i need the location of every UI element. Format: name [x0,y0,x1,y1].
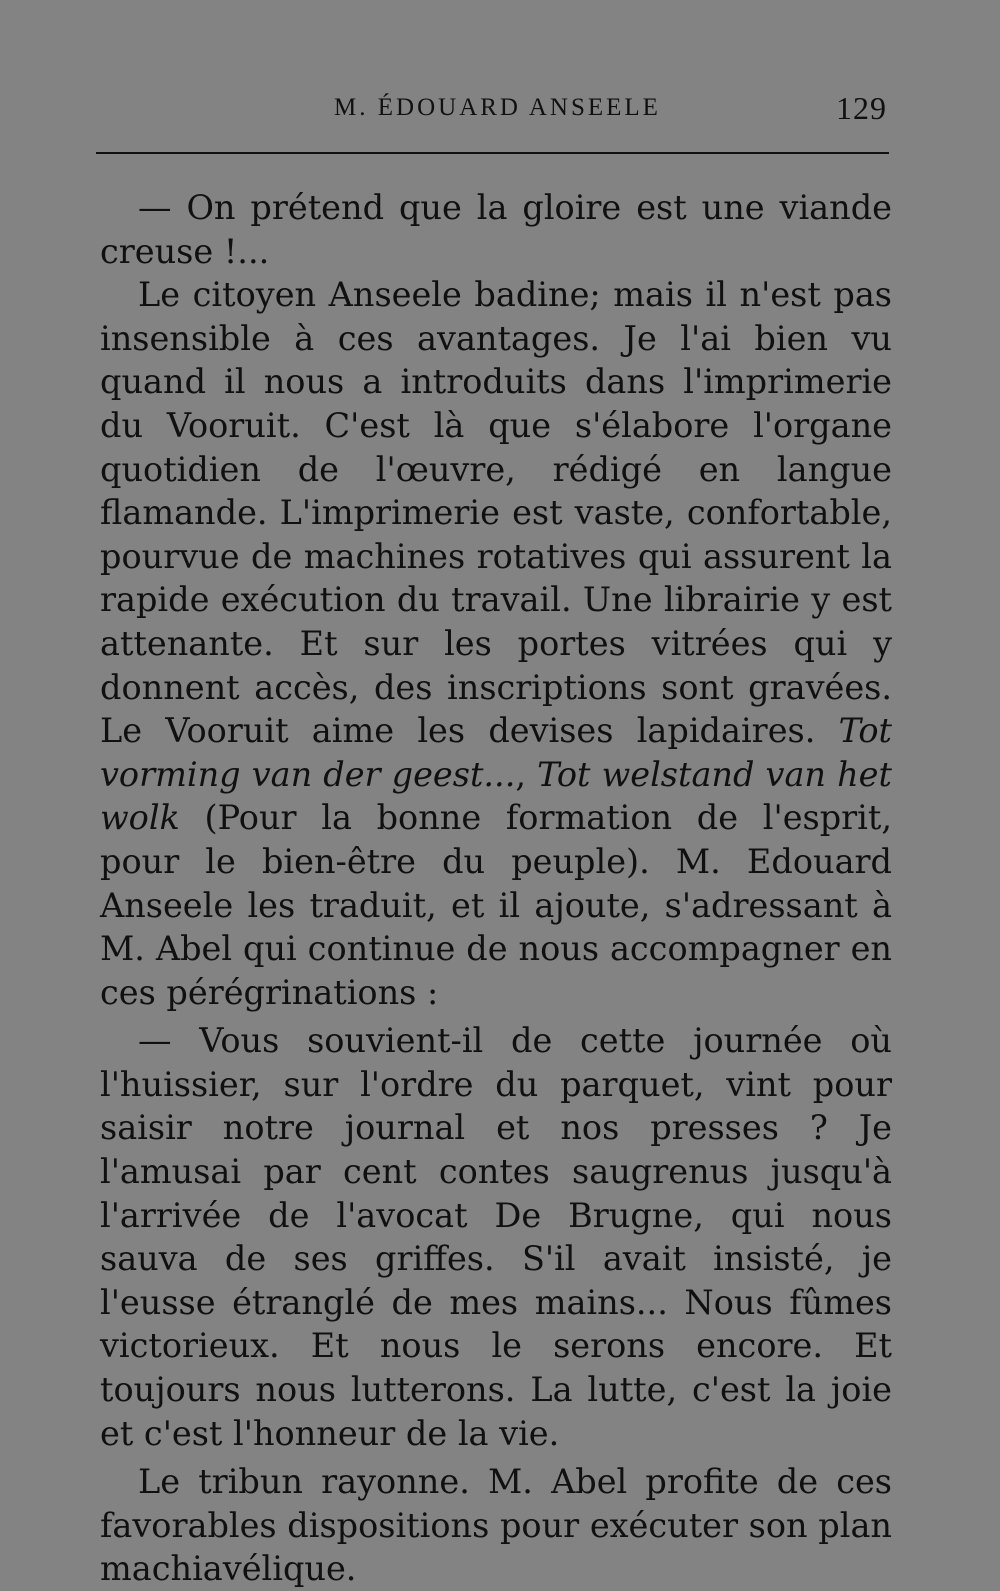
motto-italic-2: Tot welstand van het wolk [100,754,892,838]
page-number: 129 [836,90,887,126]
motto-italic-1: Tot vorming van der geest... [100,711,892,794]
paragraph-dialogue-1: — On prétend que la gloire est une viande creuse !... [100,188,892,271]
body-text [100,186,892,1591]
running-head [100,88,895,136]
paragraph-narration-2: Le tribun rayonne. M. Abel profite de ces favorables dispositions pour exécuter son plan machiavélique. [100,1462,892,1589]
paragraph-dialogue-2: — Vous souvient-il de cette journée où l'huissier, sur l'ordre du parquet, vint pour saisir notre journal et nos presses ? Je l'amusai par cent contes saugrenus jusqu'à l'arrivée de l'avocat De Brugne, qui nous sauva de ses griffes. S'il avait insisté, je l'eusse étranglé de mes mains... Nous fûmes victorieux. Et nous le serons encore. Et toujours nous lutterons. La lutte, c'est la joie et c'est l'honneur de la vie. [100,1021,892,1453]
paragraph-text: (Pour la bonne formation de l'esprit, pour le bien-être du peuple). M. Edouard Anseele les traduit, et il ajoute, s'adressant à M. Abel qui continue de nous accompagner en ces pérégrinations : [100,798,892,1012]
header-rule [96,152,889,154]
motto-separator: , [515,754,538,794]
running-title: M. ÉDOUARD ANSEELE [334,94,661,121]
book-page [100,88,895,1589]
paragraph-narration-1 [100,273,892,1014]
paragraph-text: Le citoyen Anseele badine; mais il n'est pas insensible à ces avantages. Je l'ai bien vu quand il nous a introduits dans l'imprimerie du Vooruit. C'est là que s'élabore l'organe quotidien de l'œuvre, rédigé en langue flamande. L'imprimerie est vaste, confortable, pourvue de machines rotatives qui assurent la rapide exécution du travail. Une librairie y est attenante. Et sur les portes vitrées qui y donnent accès, des inscriptions sont gravées. Le Vooruit aime les devises lapidaires. [100,275,892,751]
